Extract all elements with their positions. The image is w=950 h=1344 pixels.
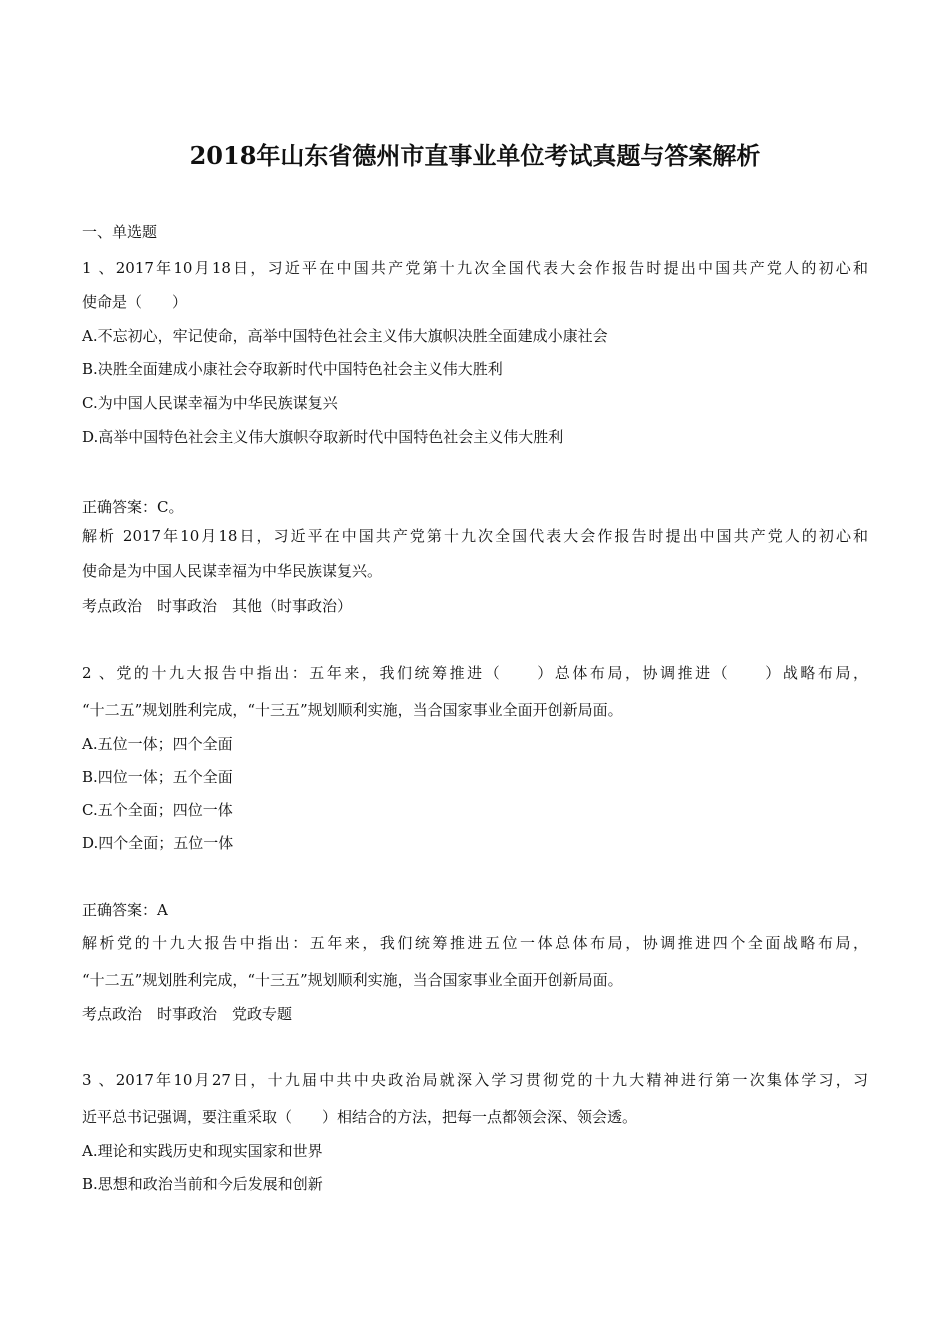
question-stem: 使命是（ ）: [82, 293, 188, 311]
option-a: A.理论和实践历史和现实国家和世界: [82, 1142, 323, 1160]
answer: 正确答案：C。: [82, 498, 184, 516]
option-b: B.决胜全面建成小康社会夺取新时代中国特色社会主义伟大胜利: [82, 360, 503, 378]
question-stem: 3 、2017年10月27日，十九届中共中央政治局就深入学习贯彻党的十九大精神进行第一次集体学习，习: [82, 1071, 868, 1089]
question-stem: 1 、2017年10月18日，习近平在中国共产党第十九次全国代表大会作报告时提出中国共产党人的初心和: [82, 259, 868, 277]
topic: 考点政治 时事政治 党政专题: [82, 1005, 293, 1023]
topic: 考点政治 时事政治 其他（时事政治）: [82, 597, 353, 615]
option-b: B.四位一体；五个全面: [82, 768, 233, 786]
option-c: C.五个全面；四位一体: [82, 801, 233, 819]
analysis: 使命是为中国人民谋幸福为中华民族谋复兴。: [82, 562, 383, 580]
question-stem: “十二五”规划胜利完成，“十三五”规划顺利实施，当合国家事业全面开创新局面。: [82, 701, 623, 719]
option-a: A.不忘初心，牢记使命，高举中国特色社会主义伟大旗帜决胜全面建成小康社会: [82, 327, 608, 345]
analysis: 解析 2017年10月18日，习近平在中国共产党第十九次全国代表大会作报告时提出中国共产党人的初心和: [82, 527, 868, 545]
analysis: 解析党的十九大报告中指出：五年来，我们统筹推进五位一体总体布局，协调推进四个全面战略布局，: [82, 934, 868, 952]
section-heading: 一、单选题: [82, 223, 158, 241]
question-stem: 2 、党的十九大报告中指出：五年来，我们统筹推进（ ）总体布局，协调推进（ ）战略布局，: [82, 664, 868, 682]
option-b: B.思想和政治当前和今后发展和创新: [82, 1175, 323, 1193]
question-stem: 近平总书记强调，要注重采取（ ）相结合的方法，把每一点都领会深、领会透。: [82, 1108, 638, 1126]
option-d: D.高举中国特色社会主义伟大旗帜夺取新时代中国特色社会主义伟大胜利: [82, 428, 564, 446]
analysis: “十二五”规划胜利完成，“十三五”规划顺利实施，当合国家事业全面开创新局面。: [82, 971, 623, 989]
answer: 正确答案：A: [82, 901, 168, 919]
option-c: C.为中国人民谋幸福为中华民族谋复兴: [82, 394, 338, 412]
page-title: 2018年山东省德州市直事业单位考试真题与答案解析: [189, 141, 761, 170]
option-a: A.五位一体；四个全面: [82, 735, 233, 753]
option-d: D.四个全面；五位一体: [82, 834, 234, 852]
